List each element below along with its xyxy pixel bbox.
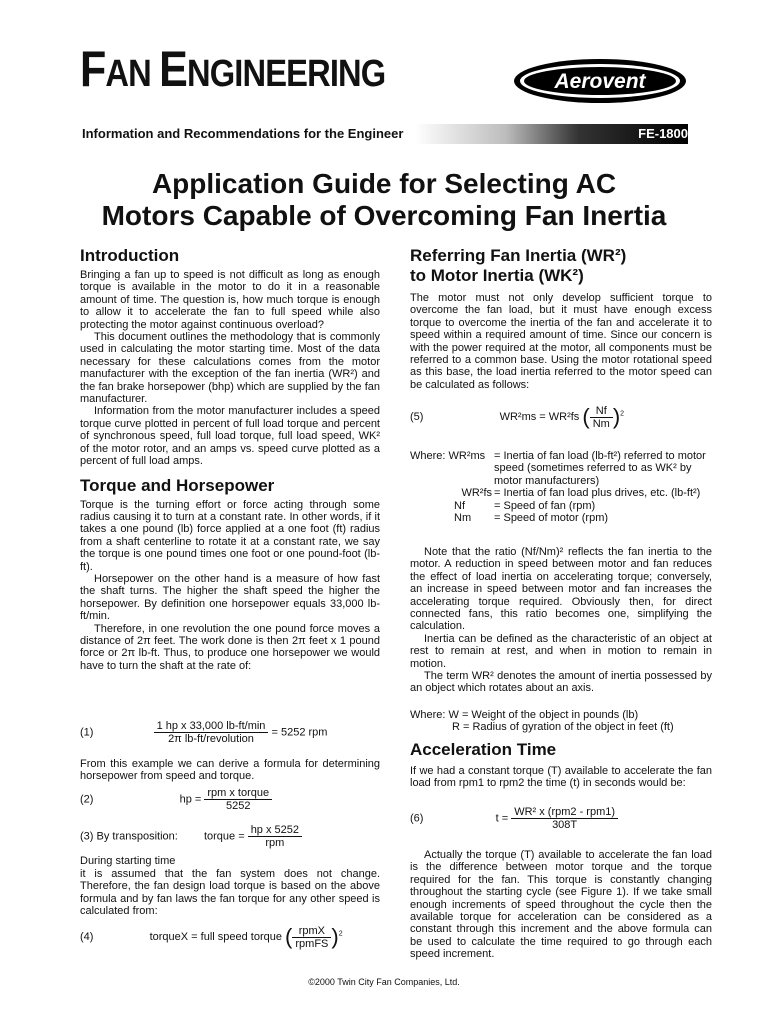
referring-paragraph-4: The term WR² denotes the amount of inertia possessed by an object which rotates about an axis. <box>410 670 712 695</box>
document-number: FE-1800 <box>638 126 688 141</box>
torque-heading: Torque and Horsepower <box>80 475 275 495</box>
right-column-middle <box>410 546 712 695</box>
torque-paragraph-3: Therefore, in one revolution the one pound force moves a distance of 2π feet. The work done is then 2π feet x 1 pound force or 2π lb-ft. Thus, to produce one horsepower we would have to turn the shaft at the rate of: <box>80 622 380 672</box>
where-definitions <box>410 450 712 524</box>
equation-4: (4) torqueX = full speed torque ( $\frac{\text{rpmX}}{\text{rpmFS}}$ )$^2$ <box>80 924 343 950</box>
referring-heading-line1: Referring Fan Inertia (WR²) <box>410 246 627 265</box>
intro-paragraph-3: Information from the motor manufacturer includes a speed torque curve plotted in percent of full load torque and percent of synchronous speed, full load torque, full load speed, WK² of the motor rotor, and an amps vs. speed curve plotted as a percent of full load amps. <box>80 405 380 468</box>
referring-paragraph-3: Inertia can be defined as the characteristic of an object at rest to remain at rest, and when in motion to remain in motion. <box>410 632 712 670</box>
torque-paragraph-2: Horsepower on the other hand is a measure of how fast the shaft turns. The higher the shaft speed the higher the horsepower. By definition one horsepower equals 33,000 lb-ft/min. <box>80 572 380 623</box>
intro-paragraph-1: Bringing a fan up to speed is not difficult as long as enough torque is available in the motor to do it in a reasonable amount of time. The question is, how much torque is enough to allow it to accelerate the fan to full speed while also protecting the motor against continuous overload? <box>80 269 380 331</box>
after-eq1-text: From this example we can derive a formula for determining horsepower from speed and torque. <box>80 758 380 783</box>
where-row-3: Nf = Speed of fan (rpm) <box>454 499 596 512</box>
equation-2: (2) hp = $\frac{\text{rpm x torque}}{5252}$ <box>80 787 272 812</box>
equation-6: (6) t = $\frac{\text{WR² x (rpm2 - rpm1)}}{308T}$ <box>410 806 618 831</box>
copyright-footer: ©2000 Twin City Fan Companies, Ltd. <box>308 977 460 987</box>
svg-text:Aerovent: Aerovent <box>554 70 646 93</box>
after-eq3-text: it is assumed that the fan system does not change. Therefore, the fan design load torque is based on the above formula and by fan laws the fan torque for any other speed is calculated from: <box>80 868 380 918</box>
acceleration-heading: Acceleration Time <box>410 740 557 759</box>
intro-paragraph-2: This document outlines the methodology that is commonly used in calculating the motor starting time. Most of the data necessary for these calculations comes from the motor manufacturer with the exception of the fan inertia (WR²) and the fan brake horsepower (bhp) which are supplied by the fan manufacturer. <box>80 331 380 406</box>
subtitle: Information and Recommendations for the Engineer <box>82 126 404 141</box>
right-column <box>410 246 712 391</box>
left-column <box>80 246 380 672</box>
equation-3: (3) By transposition: torque = $\frac{\text{hp x 5252}}{\text{rpm}}$ <box>80 824 302 849</box>
during-starting-label: During starting time <box>80 855 176 867</box>
aerovent-logo <box>512 56 688 106</box>
referring-heading-line2: to Motor Inertia (WK²) <box>410 266 584 285</box>
where-row-1: Where: WR²ms = Inertia of fan load (lb-ft²) referred to motor speed (sometimes referred to as WK² by motor manufacturers) <box>410 450 706 487</box>
where-weight-radius: Where: W = Weight of the object in pounds (lb) R = Radius of gyration of the object in feet (ft) <box>410 709 674 734</box>
where-row-2: WR²fs = Inertia of fan load plus drives, etc. (lb-ft²) <box>461 487 701 500</box>
equation-1: (1) $\frac{\text{1 hp x 33,000 lb-ft/min}}{\text{2π lb-ft/revolution}}$ = 5252 rpm <box>80 720 328 745</box>
torque-paragraph-1: Torque is the turning effort or force acting through some radius causing it to turn at a constant rate. In other words, if it takes a one pound (lb) force applied at a one foot (ft) radius from a shaft centerline to rotate it at a constant rate, we say the torque is one pound times one foot or one pound-foot (lb-ft). <box>80 498 380 573</box>
where-row-4: Nm = Speed of motor (rpm) <box>454 512 609 525</box>
page-title: Application Guide for Selecting AC Motors Capable of Overcoming Fan Inertia <box>101 168 667 231</box>
brand-title: FAN ENGINEERING <box>80 41 386 97</box>
referring-paragraph-2: Note that the ratio (Nf/Nm)² reflects the fan inertia to the motor. A reduction in speed between motor and fan reduces the effect of load inertia on accelerating torque; conversely, an increase in speed between motor and fan increases the accelerating torque required. Obviously then, for direct connected fans, this ratio becomes one, simplifying the calculation. <box>410 546 712 633</box>
intro-heading: Introduction <box>80 246 180 265</box>
acceleration-paragraph-2: Actually the torque (T) available to accelerate the fan load is the difference between motor torque and the torque required for the fan. This torque is constantly changing throughout the starting cycle (see Figure 1). If we take small enough increments of speed throughout the cycle then the available torque for acceleration can be considered as a constant through this increment and the above formula can be used to calculate the time required to go through each speed increment. <box>410 849 712 961</box>
referring-paragraph-1: The motor must not only develop sufficient torque to overcome the fan load, but it must have enough excess torque to overcome the inertia of the fan and accelerate it to speed within a required amount of time. Since our concern is with the power required at the motor, all components must be referred to a common base. Using the motor rotational speed as this base, the load inertia referred to the motor speed can be calculated as follows: <box>410 292 712 391</box>
equation-5: (5) WR²ms = WR²fs ( $\frac{Nf}{Nm}$ )$^2$ <box>410 404 625 430</box>
acceleration-paragraph-1: If we had a constant torque (T) available to accelerate the fan load from rpm1 to rpm2 the time (t) in seconds would be: <box>410 765 712 790</box>
